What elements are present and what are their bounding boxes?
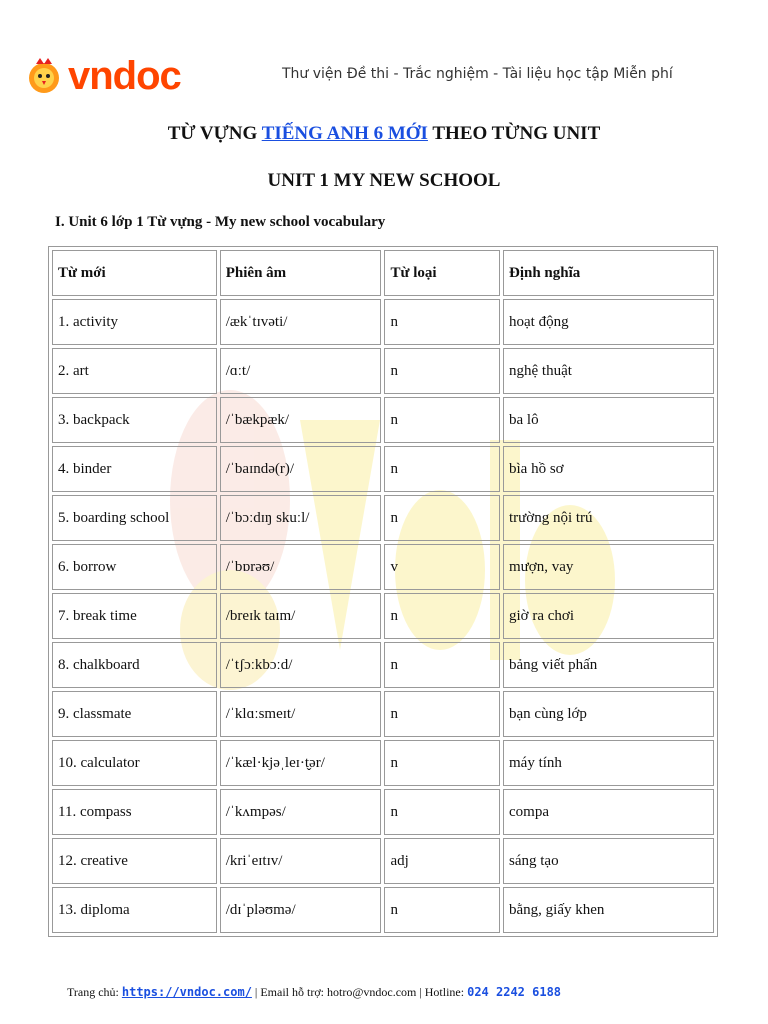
unit-title: UNIT 1 MY NEW SCHOOL: [267, 170, 501, 191]
pos-cell: n: [384, 642, 500, 688]
pos-cell: n: [384, 887, 500, 933]
word-cell: 4. binder: [52, 446, 217, 492]
table-row: [52, 544, 714, 590]
definition-cell: bạn cùng lớp: [503, 691, 714, 737]
phonetic-cell: /ˈtʃɔːkbɔːd/: [220, 642, 382, 688]
definition-cell: giờ ra chơi: [503, 593, 714, 639]
phonetic-cell: /breɪk taɪm/: [220, 593, 382, 639]
word-cell: 5. boarding school: [52, 495, 217, 541]
title-prefix: TỪ VỰNG: [167, 123, 262, 144]
phonetic-cell: /ˈbækpæk/: [220, 397, 382, 443]
table-row: [52, 397, 714, 443]
header-cell: Từ loại: [384, 250, 500, 296]
page-footer: [0, 985, 628, 1000]
phonetic-cell: /dɪˈpləʊmə/: [220, 887, 382, 933]
definition-cell: trường nội trú: [503, 495, 714, 541]
header-cell: Phiên âm: [220, 250, 382, 296]
word-cell: 7. break time: [52, 593, 217, 639]
pos-cell: adj: [384, 838, 500, 884]
definition-cell: nghệ thuật: [503, 348, 714, 394]
footer-email-text: | Email hỗ trợ: hotro@vndoc.com | Hotline:: [251, 985, 468, 999]
word-cell: 1. activity: [52, 299, 217, 345]
definition-cell: bảng viết phấn: [503, 642, 714, 688]
definition-cell: mượn, vay: [503, 544, 714, 590]
definition-cell: bằng, giấy khen: [503, 887, 714, 933]
pos-cell: n: [384, 299, 500, 345]
header-cell: Từ mới: [52, 250, 217, 296]
chicken-mascot-icon: [22, 56, 66, 96]
table-row: [52, 887, 714, 933]
pos-cell: v: [384, 544, 500, 590]
pos-cell: n: [384, 446, 500, 492]
definition-cell: compa: [503, 789, 714, 835]
pos-cell: n: [384, 348, 500, 394]
word-cell: 10. calculator: [52, 740, 217, 786]
phonetic-cell: /ˈkæl·kjəˌleɪ·t̬ər/: [220, 740, 382, 786]
definition-cell: hoạt động: [503, 299, 714, 345]
vocabulary-table: [48, 246, 718, 937]
vndoc-logo[interactable]: [22, 56, 181, 96]
pos-cell: n: [384, 593, 500, 639]
word-cell: 12. creative: [52, 838, 217, 884]
table-row: [52, 348, 714, 394]
table-row: [52, 740, 714, 786]
table-row: [52, 593, 714, 639]
definition-cell: sáng tạo: [503, 838, 714, 884]
phonetic-cell: /ˈklɑːsmeɪt/: [220, 691, 382, 737]
phonetic-cell: /ˈbaɪndə(r)/: [220, 446, 382, 492]
table-row: [52, 789, 714, 835]
footer-home-link[interactable]: https://vndoc.com/: [121, 985, 252, 999]
phonetic-cell: /ˈbɔːdɪŋ skuːl/: [220, 495, 382, 541]
pos-cell: n: [384, 397, 500, 443]
footer-home-label: Trang chủ:: [66, 985, 122, 999]
definition-cell: máy tính: [503, 740, 714, 786]
footer-hotline: 024 2242 6188: [467, 985, 562, 999]
header-cell: Định nghĩa: [503, 250, 714, 296]
table-row: [52, 299, 714, 345]
word-cell: 2. art: [52, 348, 217, 394]
table-row: [52, 495, 714, 541]
table-row: [52, 838, 714, 884]
table-row: [52, 642, 714, 688]
document-title: [0, 123, 768, 145]
phonetic-cell: /kriˈeɪtɪv/: [220, 838, 382, 884]
definition-cell: bìa hồ sơ: [503, 446, 714, 492]
header-tagline: Thư viện Đề thi - Trắc nghiệm - Tài liệu học tập Miễn phí: [282, 66, 673, 82]
pos-cell: n: [384, 691, 500, 737]
word-cell: 6. borrow: [52, 544, 217, 590]
logo-text: vndoc: [68, 54, 181, 98]
pos-cell: n: [384, 789, 500, 835]
word-cell: 13. diploma: [52, 887, 217, 933]
phonetic-cell: /ˈkʌmpəs/: [220, 789, 382, 835]
definition-cell: ba lô: [503, 397, 714, 443]
word-cell: 8. chalkboard: [52, 642, 217, 688]
word-cell: 11. compass: [52, 789, 217, 835]
title-suffix: THEO TỪNG UNIT: [427, 123, 601, 144]
phonetic-cell: /ɑːt/: [220, 348, 382, 394]
table-row: [52, 691, 714, 737]
phonetic-cell: /ˈbɒrəʊ/: [220, 544, 382, 590]
pos-cell: n: [384, 740, 500, 786]
pos-cell: n: [384, 495, 500, 541]
section-heading: I. Unit 6 lớp 1 Từ vựng - My new school vocabulary: [55, 214, 386, 230]
word-cell: 9. classmate: [52, 691, 217, 737]
word-cell: 3. backpack: [52, 397, 217, 443]
title-link[interactable]: TIẾNG ANH 6 MỚI: [261, 123, 428, 144]
table-row: [52, 446, 714, 492]
phonetic-cell: /ækˈtɪvəti/: [220, 299, 382, 345]
table-header-row: [52, 250, 714, 296]
